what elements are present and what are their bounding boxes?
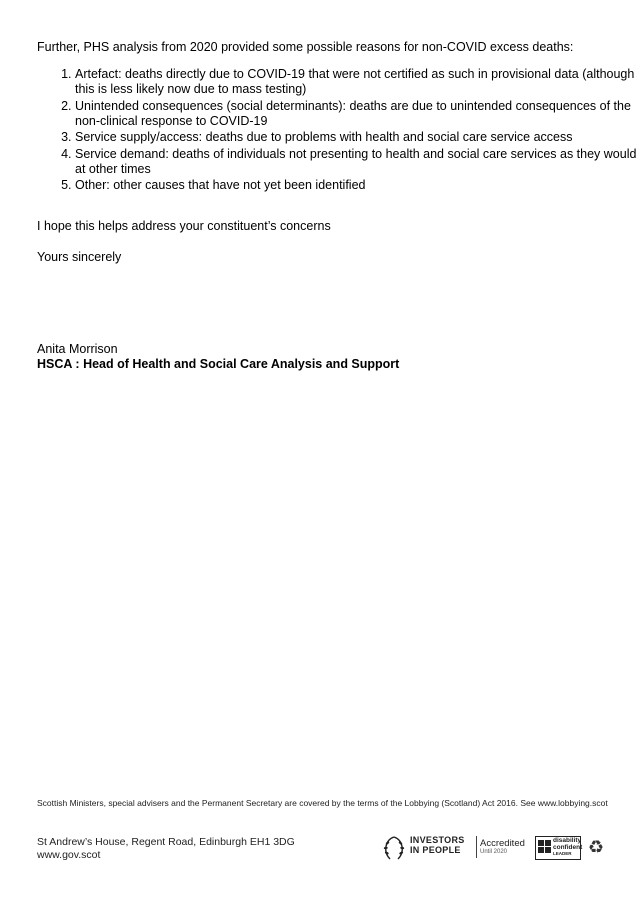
accredited-label: Accredited <box>480 838 525 849</box>
lobbying-note: Scottish Ministers, special advisers and the Permanent Secretary are covered by the terms of the Lobbying (Scotland) Act 2016. See www.lobbying.scot <box>37 798 608 808</box>
website-link[interactable]: www.gov.scot <box>37 849 101 861</box>
disability-confident-level: LEADER <box>553 851 572 856</box>
disability-confident-wordmark: disability confident <box>553 837 583 851</box>
accredited-until: Until 2020 <box>480 849 508 855</box>
signatory-name: Anita Morrison <box>37 342 118 356</box>
list-item: 5. Other: other causes that have not yet been identified <box>75 178 643 193</box>
intro-paragraph: Further, PHS analysis from 2020 provided some possible reasons for non-COVID excess deaths: <box>37 40 574 54</box>
reasons-list <box>37 67 643 195</box>
accreditation-logos <box>380 832 610 864</box>
sign-off: Yours sincerely <box>37 250 122 264</box>
iip-wordmark: INVESTORS IN PEOPLE <box>410 835 465 855</box>
address-line: St Andrew’s House, Regent Road, Edinburgh EH1 3DG <box>37 836 295 848</box>
signatory-title: HSCA : Head of Health and Social Care Analysis and Support <box>37 357 400 371</box>
recycle-icon: ♻ <box>588 837 605 858</box>
list-item: 3. Service supply/access: deaths due to problems with health and social care service access <box>75 130 643 145</box>
list-item: 2. Unintended consequences (social determinants): deaths are due to unintended consequences of the non-clinical response to COVID-19 <box>75 99 643 129</box>
closing-paragraph: I hope this helps address your constituent’s concerns <box>37 219 331 233</box>
list-item: 4. Service demand: deaths of individuals not presenting to health and social care services as they would at other times <box>75 147 643 177</box>
logo-divider <box>476 836 477 858</box>
list-item: 1. Artefact: deaths directly due to COVID-19 that were not certified as such in provisional data (although this is less likely now due to mass testing) <box>75 67 643 97</box>
footer-address <box>37 836 295 862</box>
